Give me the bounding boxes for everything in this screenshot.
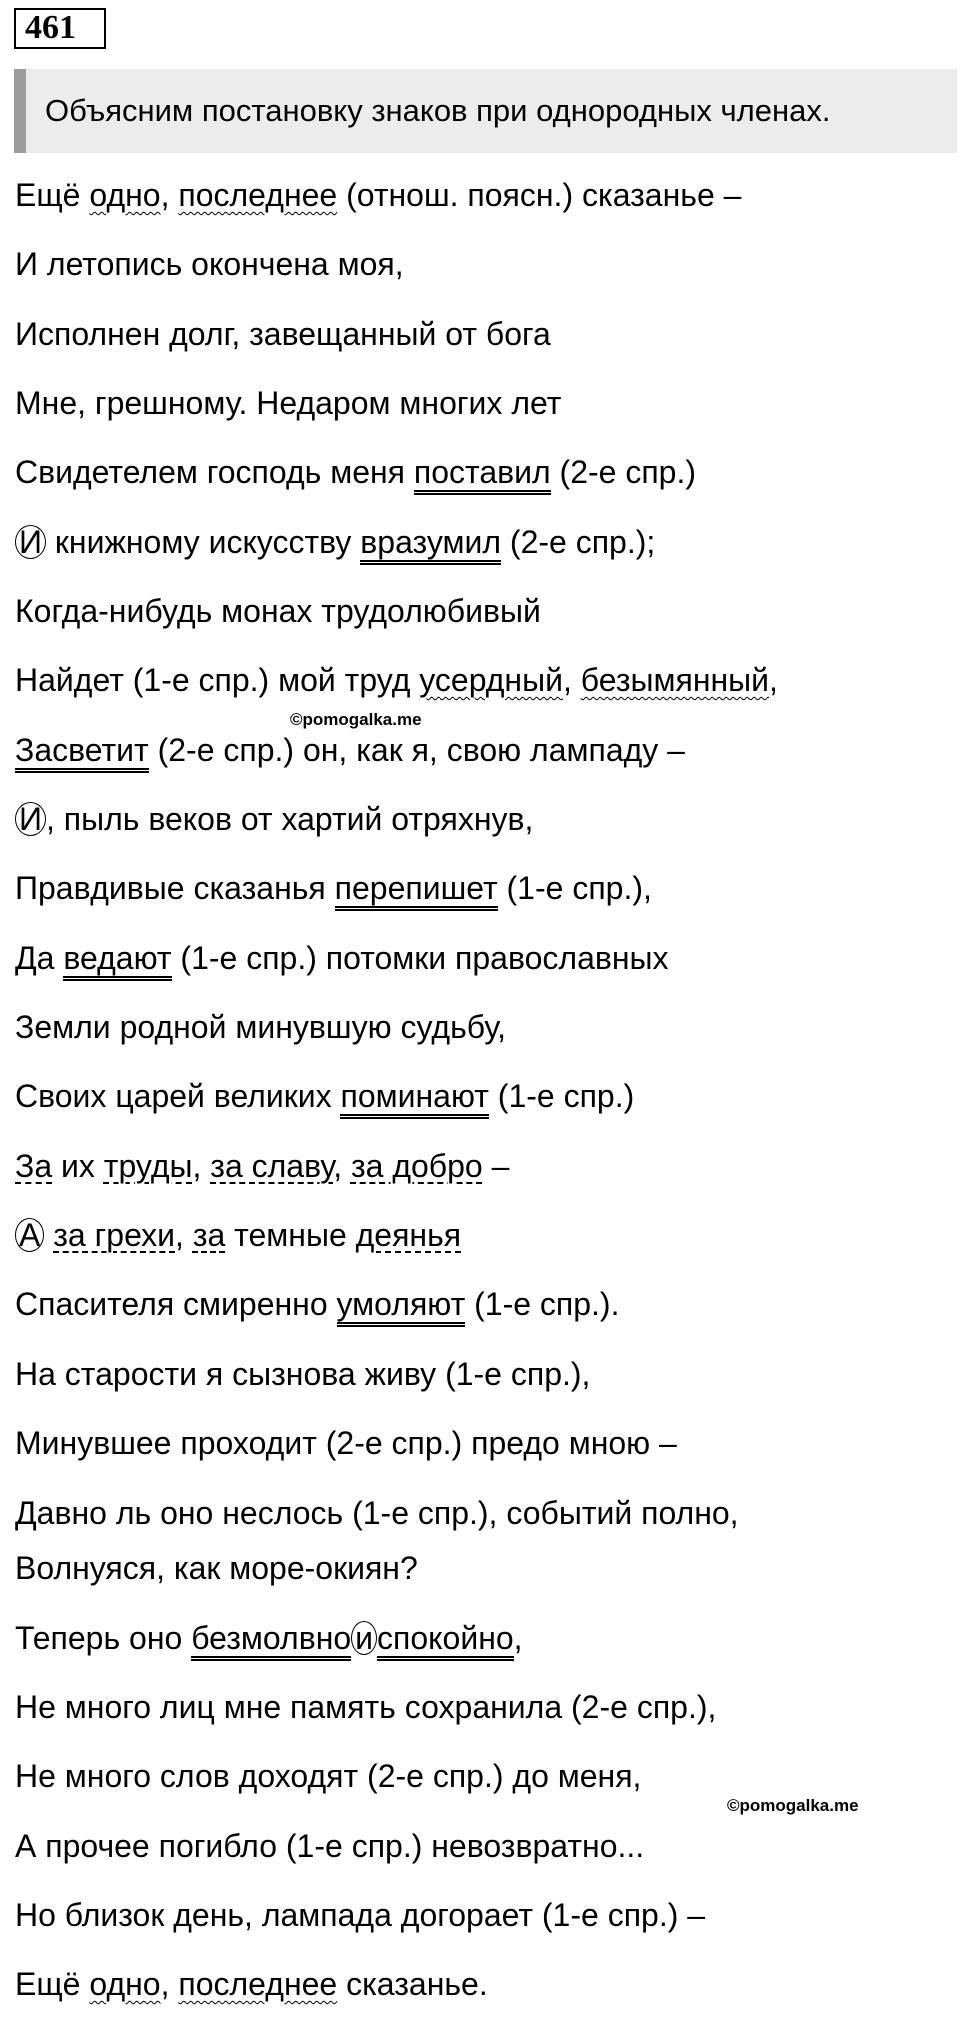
text-segment: Свидетелем господь меня <box>15 454 414 490</box>
adverbial-underline: за <box>192 1217 226 1253</box>
text-segment: , <box>513 1620 523 1656</box>
text-segment: – <box>482 1148 510 1184</box>
poem-line <box>15 383 561 423</box>
adverbial-underline: за славу <box>210 1148 334 1184</box>
poem-line <box>15 452 696 492</box>
text-segment: , <box>562 662 581 698</box>
circled-conjunction: И <box>15 802 46 836</box>
text-segment: (2-е спр.); <box>501 524 656 560</box>
poem-line <box>15 1618 523 1658</box>
text-segment: сказанье. <box>337 1966 488 2002</box>
text-segment: Минувшее проходит (2-е спр.) предо мною – <box>15 1425 677 1461</box>
text-segment: Да <box>15 940 64 976</box>
predicate-underline: безмолвно <box>191 1620 351 1661</box>
attribute-underline: усердный <box>419 662 563 698</box>
text-segment: Ещё <box>15 1966 90 2002</box>
text-segment: Теперь оно <box>15 1620 192 1656</box>
text-segment: Земли родной минувшую судьбу, <box>15 1009 507 1045</box>
text-segment: На старости я сызнова живу (1-е спр.), <box>15 1356 591 1392</box>
poem-line <box>15 730 685 770</box>
text-segment: , <box>160 1966 179 2002</box>
watermark: ©pomogalka.me <box>290 710 422 729</box>
text-segment: (отнош. поясн.) сказанье – <box>337 177 742 213</box>
poem-line <box>15 660 778 700</box>
text-segment: А прочее погибло (1-е спр.) невозвратно... <box>15 1828 645 1864</box>
text-segment: (2-е спр.) он, как я, свою лампаду – <box>148 732 685 768</box>
text-segment: Ещё <box>15 177 90 213</box>
text-segment: (1-е спр.) потомки православных <box>171 940 669 976</box>
text-segment: , <box>192 1148 211 1184</box>
text-segment: (1-е спр.). <box>465 1286 620 1322</box>
task-header: Объясним постановку знаков при однородных членах. <box>14 69 957 153</box>
poem-line <box>15 1215 461 1255</box>
attribute-underline: одно <box>89 1966 161 2002</box>
text-segment: (1-е спр.) <box>488 1078 635 1114</box>
text-segment: , <box>175 1217 193 1253</box>
predicate-underline: Засветит <box>15 732 149 773</box>
predicate-underline: перепишет <box>335 870 498 911</box>
poem-line <box>15 1007 506 1047</box>
poem-line <box>15 1964 488 2004</box>
text-segment: Не много лиц мне память сохранила (2-е спр.), <box>15 1689 717 1725</box>
circled-conjunction: А <box>15 1218 44 1252</box>
poem-line <box>15 1146 509 1186</box>
attribute-underline: последнее <box>178 1966 338 2002</box>
poem-line <box>15 868 652 908</box>
text-segment: Волнуяся, как море-окиян? <box>15 1550 418 1586</box>
text-segment: их <box>52 1148 104 1184</box>
poem-line <box>15 1284 619 1324</box>
text-segment: Своих царей великих <box>15 1078 341 1114</box>
poem-line <box>15 799 533 839</box>
watermark: ©pomogalka.me <box>727 1796 859 1815</box>
text-segment: И летопись окончена моя, <box>15 246 404 282</box>
poem-line <box>15 244 404 284</box>
text-segment: Но близок день, лампада догорает (1-е спр.) – <box>15 1897 706 1933</box>
adverbial-underline: За <box>15 1148 53 1184</box>
text-segment: темные <box>225 1217 356 1253</box>
predicate-underline: поставил <box>414 454 551 495</box>
exercise-number: 461 <box>14 8 106 49</box>
text-segment: , пыль веков от хартий отряхнув, <box>46 801 534 837</box>
text-segment: (2-е спр.) <box>550 454 697 490</box>
predicate-underline: ведают <box>63 940 171 981</box>
poem-line <box>15 1756 641 1796</box>
text-segment: Когда-нибудь монах трудолюбивый <box>15 593 541 629</box>
text-segment: , <box>333 1148 351 1184</box>
text-segment <box>44 1217 53 1253</box>
adverbial-underline: за грехи <box>53 1217 176 1253</box>
poem-line <box>15 1826 644 1866</box>
poem-line <box>15 938 669 978</box>
attribute-underline: безымянный <box>580 662 770 698</box>
adverbial-underline: труды <box>103 1148 193 1184</box>
poem-line <box>15 1548 418 1588</box>
text-segment: Мне, грешному. Недаром многих лет <box>15 385 562 421</box>
poem-line <box>15 1493 739 1533</box>
text-segment: Исполнен долг, завещанный от бога <box>15 316 551 352</box>
poem-line <box>15 314 551 354</box>
text-segment: Не много слов доходят (2-е спр.) до меня, <box>15 1758 642 1794</box>
poem-line <box>15 1423 677 1463</box>
text-segment: (1-е спр.), <box>497 870 652 906</box>
predicate-underline: спокойно <box>377 1620 514 1661</box>
text-segment: Давно ль оно неслось (1-е спр.), событий полно, <box>15 1495 739 1531</box>
text-segment: книжному искусству <box>46 524 361 560</box>
text-segment: Найдет (1-е спр.) мой труд <box>15 662 420 698</box>
circled-conjunction: И <box>15 525 46 559</box>
text-segment: , <box>769 662 778 698</box>
predicate-underline: умоляют <box>337 1286 466 1327</box>
adverbial-underline: деянья <box>355 1217 462 1253</box>
predicate-underline: вразумил <box>360 524 501 565</box>
attribute-underline: одно <box>89 177 161 213</box>
text-segment: Правдивые сказанья <box>15 870 335 906</box>
poem-line <box>15 1354 590 1394</box>
text-segment: , <box>160 177 179 213</box>
poem-line <box>15 1687 716 1727</box>
text-segment: Спасителя смиренно <box>15 1286 337 1322</box>
attribute-underline: последнее <box>178 177 338 213</box>
poem-line <box>15 591 541 631</box>
poem-line <box>15 175 741 215</box>
poem-line <box>15 1895 705 1935</box>
circled-conjunction: и <box>351 1621 377 1655</box>
predicate-underline: поминают <box>340 1078 488 1119</box>
poem-line <box>15 522 655 562</box>
adverbial-underline: за добро <box>350 1148 483 1184</box>
poem-line <box>15 1076 634 1116</box>
